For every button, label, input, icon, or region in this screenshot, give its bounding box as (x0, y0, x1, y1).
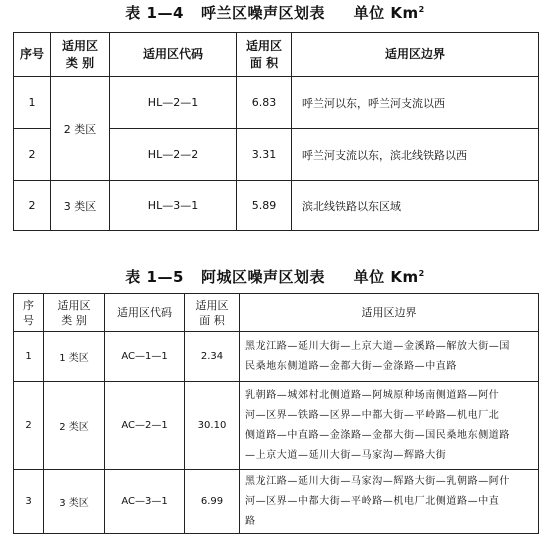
cell-seq: 2 (14, 129, 51, 181)
header-zone-category (51, 33, 110, 77)
table-row (14, 382, 539, 470)
header-area (185, 294, 240, 332)
cell-seq: 2 (14, 382, 44, 470)
acheng-noise-zoning-table (13, 293, 539, 534)
cell-boundary: 滨北线铁路以东区域 (292, 181, 539, 231)
cell-area: 6.83 (237, 77, 292, 129)
header-boundary: 适用区边界 (240, 294, 539, 332)
boundary-line: 侧道路—中直路—金涤路—金都大街—国民桑地东侧道路 (245, 429, 510, 441)
header-zone-category-line1: 适用区 (61, 38, 98, 53)
huolan-noise-zoning-table (13, 32, 539, 231)
table-row (14, 470, 539, 534)
cell-area: 2.34 (185, 332, 240, 382)
cell-category: 3 类区 (44, 470, 105, 534)
header-zone-code: 适用区代码 (110, 33, 237, 77)
cell-seq: 1 (14, 77, 51, 129)
table1-title (0, 2, 550, 23)
cell-category: 2 类区 (44, 382, 105, 470)
cell-seq: 2 (14, 181, 51, 231)
table2-title (0, 266, 550, 287)
cell-area: 5.89 (237, 181, 292, 231)
cell-boundary: 呼兰河以东，呼兰河支流以西 (292, 77, 539, 129)
cell-category: 3 类区 (51, 181, 110, 231)
header-area (237, 33, 292, 77)
header-seq-line2: 号 (23, 313, 34, 327)
boundary-line: 河—区界—中都大街—平岭路—机电厂北侧道路—中直 (245, 495, 500, 507)
header-area-line2: 面 积 (199, 313, 225, 327)
cell-code: HL—2—1 (110, 77, 237, 129)
cell-boundary (240, 382, 539, 470)
cell-code: HL—2—2 (110, 129, 237, 181)
header-zone-category-line1: 适用区 (57, 298, 91, 312)
table-row (14, 77, 539, 129)
cell-code: HL—3—1 (110, 181, 237, 231)
header-zone-code: 适用区代码 (105, 294, 185, 332)
cell-boundary (240, 470, 539, 534)
boundary-line: 路 (245, 515, 256, 527)
table-header-row (14, 33, 539, 77)
cell-code: AC—2—1 (105, 382, 185, 470)
table2-title-unit-sup: 2 (418, 269, 425, 278)
cell-boundary (240, 332, 539, 382)
table1-title-unit-sup: 2 (418, 5, 425, 14)
boundary-line: 黑龙江路—延川大街—马家沟—辉路大街—乳朝路—阿什 (245, 475, 510, 487)
cell-area: 3.31 (237, 129, 292, 181)
header-seq: 序号 (14, 33, 51, 77)
cell-area: 6.99 (185, 470, 240, 534)
header-seq-line1: 序 (23, 298, 34, 312)
boundary-line: 民桑地东侧道路—金都大街—金涤路—中直路 (245, 360, 457, 372)
header-zone-category-line2: 类 别 (61, 313, 87, 327)
boundary-line: 乳朝路—城郊村北侧道路—阿城原种场南侧道路—阿什 (245, 389, 500, 401)
cell-area: 30.10 (185, 382, 240, 470)
header-area-line1: 适用区 (245, 38, 282, 53)
cell-code: AC—1—1 (105, 332, 185, 382)
header-seq (14, 294, 44, 332)
cell-seq: 1 (14, 332, 44, 382)
table-header-row (14, 294, 539, 332)
boundary-line: 黑龙江路—延川大街—上京大道—金溪路—解放大街—国 (245, 340, 510, 352)
table-row (14, 181, 539, 231)
table1-title-text: 表 1—4 呼兰区噪声区划表 单位 Km (125, 4, 419, 22)
boundary-line: —上京大道—延川大街—马家沟—辉路大街 (245, 449, 447, 461)
cell-code: AC—3—1 (105, 470, 185, 534)
boundary-line: 河—区界—铁路—区界—中都大街—平岭路—机电厂北 (245, 409, 500, 421)
header-area-line2: 面 积 (249, 55, 279, 70)
table-row (14, 332, 539, 382)
header-area-line1: 适用区 (195, 298, 229, 312)
table2-title-text: 表 1—5 阿城区噪声区划表 单位 Km (125, 268, 419, 286)
cell-boundary: 呼兰河支流以东，滨北线铁路以西 (292, 129, 539, 181)
header-boundary: 适用区边界 (292, 33, 539, 77)
cell-category: 2 类区 (51, 77, 110, 181)
header-zone-category (44, 294, 105, 332)
cell-category: 1 类区 (44, 332, 105, 382)
cell-seq: 3 (14, 470, 44, 534)
header-zone-category-line2: 类 别 (65, 55, 95, 70)
